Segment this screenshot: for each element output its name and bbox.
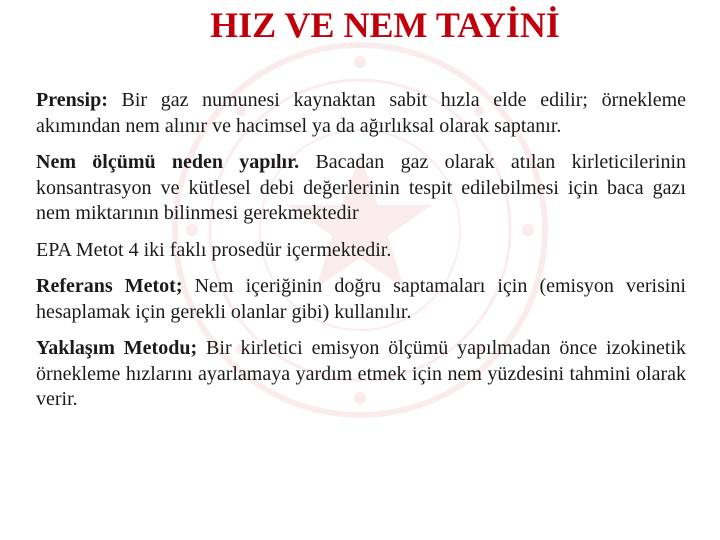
page-title: HIZ VE NEM TAYİNİ	[210, 5, 560, 45]
paragraph-lead: Referans Metot;	[36, 275, 183, 297]
paragraph-principle	[36, 88, 686, 139]
paragraph-lead: Prensip:	[36, 89, 108, 111]
paragraph-lead: Nem ölçümü neden yapılır.	[36, 151, 300, 173]
paragraph-reference-method	[36, 274, 686, 325]
paragraph-lead: Yaklaşım Metodu;	[36, 337, 198, 359]
paragraph-text: Bir kirletici emisyon ölçümü yapılmadan önce izokinetik örnekleme hızlarını ayarlamaya yardım etmek için nem yüzdesini tahmini olarak verir.	[36, 337, 686, 410]
paragraph-text: Nem içeriğinin doğru saptamaları için (emisyon verisini hesaplamak için gerekli olanlar gibi) kullanılır.	[36, 275, 686, 323]
paragraph-text: EPA Metot 4 iki faklı prosedür içermektedir.	[36, 238, 392, 261]
paragraph-text: Bacadan gaz olarak atılan kirleticilerinin konsantrasyon ve kütlesel debi değerlerinin tespit edilebilmesi için baca gazı nem miktarının bilinmesi gerekmektedir	[36, 151, 687, 224]
paragraph-epa-method	[36, 238, 686, 264]
paragraph-approximation-method	[36, 336, 686, 413]
content-body	[36, 88, 686, 424]
paragraph-text: Bir gaz numunesi kaynaktan sabit hızla elde edilir; örnekleme akımından nem alınır ve hacimsel ya da ağırlıksal olarak saptanır.	[36, 89, 686, 137]
paragraph-why-measure	[36, 150, 686, 227]
